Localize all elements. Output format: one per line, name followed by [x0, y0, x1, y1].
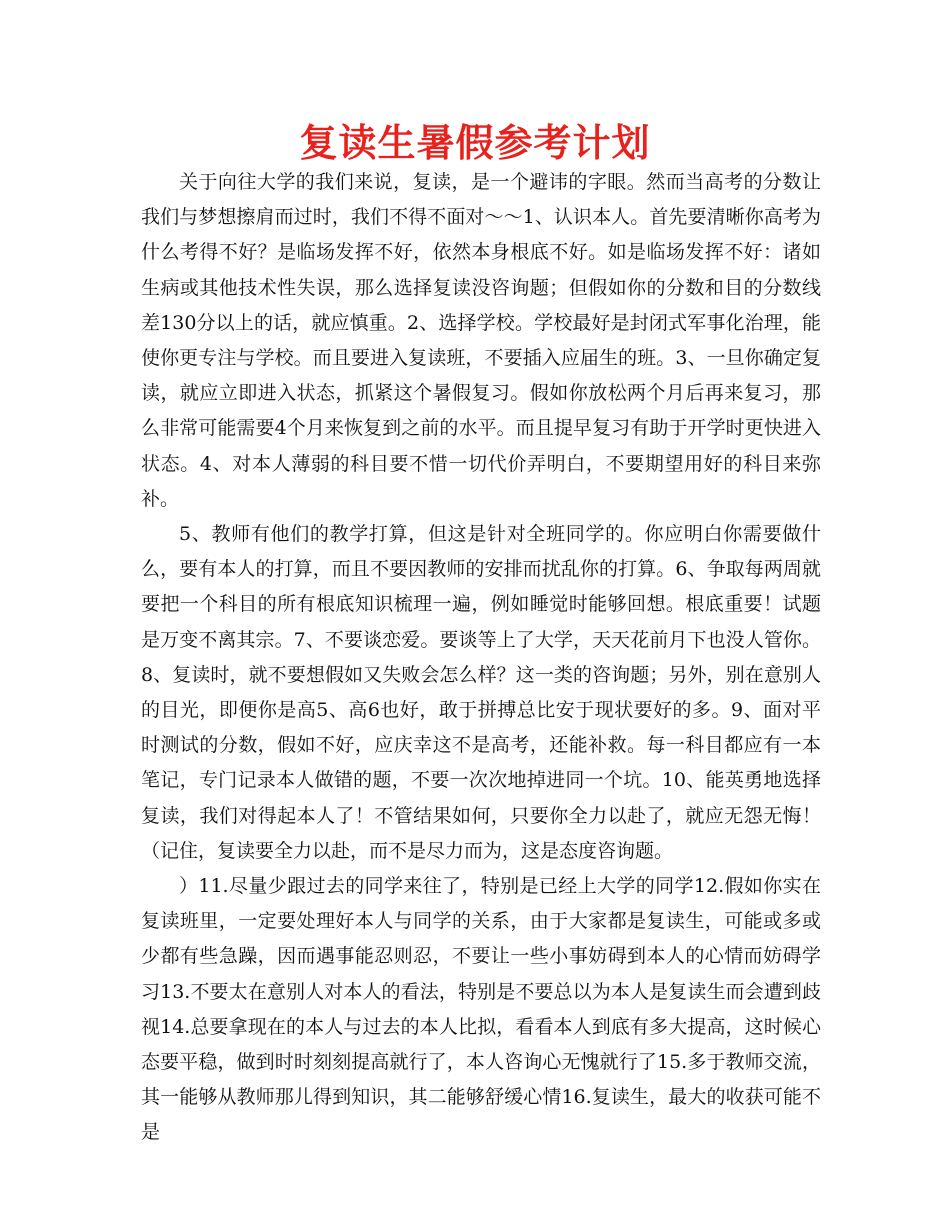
paragraph-1: 关于向往大学的我们来说，复读，是一个避讳的字眼。然而当高考的分数让我们与梦想擦肩而过时，我们不得不面对～～1、认识本人。首先要清晰你高考为什么考得不好？是临场发挥不好，依然本身根底不好。如是临场发挥不好：诸如生病或其他技术性失误，那么选择复读没咨询题；但假如你的分数和目的分数线差130分以上的话，就应慎重。2、选择学校。学校最好是封闭式军事化治理，能使你更专注与学校。而且要进入复读班，不要插入应届生的班。3、一旦你确定复读，就应立即进入状态，抓紧这个暑假复习。假如你放松两个月后再来复习，那么非常可能需要4个月来恢复到之前的水平。而且提早复习有助于开学时更快进入状态。4、对本人薄弱的科目要不惜一切代价弄明白，不要期望用好的科目来弥补。 — [141, 171, 821, 510]
paragraph-3: ）11.尽量少跟过去的同学来往了，特别是已经上大学的同学12.假如你实在复读班里，一定要处理好本人与同学的关系，由于大家都是复读生，可能或多或少都有些急躁，因而遇事能忍则忍，不要让一些小事妨碍到本人的心情而妨碍学习13.不要太在意别人对本人的看法，特别是不要总以为本人是复读生而会遭到歧视14.总要拿现在的本人与过去的本人比拟，看看本人到底有多大提高，这时候心态要平稳，做到时时刻刻提高就行了，本人咨询心无愧就行了15.多于教师交流，其一能够从教师那儿得到知识，其二能够舒缓心情16.复读生，最大的收获可能不是 — [141, 875, 821, 1144]
document-title: 复读生暑假参考计划 — [299, 121, 651, 165]
document-body — [141, 165, 821, 1151]
paragraph-2: 5、教师有他们的教学打算，但这是针对全班同学的。你应明白你需要做什么，要有本人的打算，而且不要因教师的安排而扰乱你的打算。6、争取每两周就要把一个科目的所有根底知识梳理一遍，例如睡觉时能够回想。根底重要！试题是万变不离其宗。7、不要谈恋爱。要谈等上了大学，天天花前月下也没人管你。8、复读时，就不要想假如又失败会怎么样？这一类的咨询题；另外，别在意别人的目光，即便你是高5、高6也好，敢于拼搏总比安于现状要好的多。9、面对平时测试的分数，假如不好，应庆幸这不是高考，还能补救。每一科目都应有一本笔记，专门记录本人做错的题，不要一次次地掉进同一个坑。10、能英勇地选择复读，我们对得起本人了！不管结果如何，只要你全力以赴了，就应无怨无悔！（记住，复读要全力以赴，而不是尽力而为，这是态度咨询题。 — [141, 523, 821, 862]
